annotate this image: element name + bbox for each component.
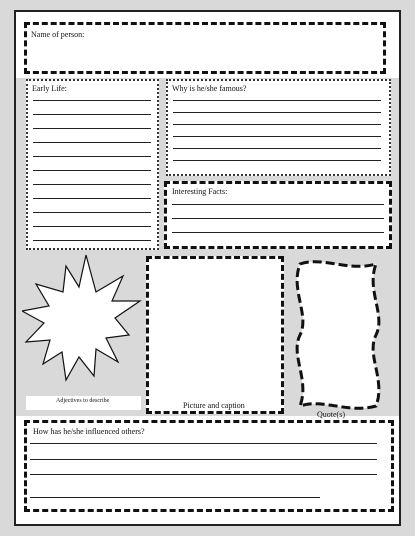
early-life-box[interactable] — [26, 79, 159, 250]
adjectives-box[interactable] — [26, 396, 141, 410]
name-label: Name of person: — [31, 30, 85, 39]
writing-line — [173, 112, 381, 113]
influence-box[interactable] — [24, 420, 394, 512]
writing-line — [173, 100, 381, 101]
writing-line — [33, 212, 151, 213]
facts-label: Interesting Facts: — [172, 187, 228, 196]
early-life-label: Early Life: — [32, 84, 67, 93]
writing-line — [30, 443, 377, 444]
influence-label: How has he/she influenced others? — [33, 427, 145, 436]
writing-line — [173, 124, 381, 125]
writing-line — [173, 136, 381, 137]
writing-line — [33, 198, 151, 199]
writing-line — [33, 156, 151, 157]
quote-banner-shape[interactable] — [288, 260, 388, 410]
name-box[interactable] — [24, 22, 386, 74]
adjectives-label: Adjectives to describe — [56, 398, 110, 404]
writing-line — [33, 114, 151, 115]
facts-box[interactable] — [164, 181, 392, 249]
starburst-shape[interactable] — [22, 254, 142, 394]
writing-line — [172, 218, 384, 219]
writing-line — [33, 170, 151, 171]
writing-line — [33, 240, 151, 241]
writing-line — [33, 142, 151, 143]
famous-label: Why is he/she famous? — [172, 84, 247, 93]
writing-line — [30, 497, 320, 498]
writing-line — [173, 148, 381, 149]
writing-line — [173, 160, 381, 161]
famous-box[interactable] — [166, 79, 391, 176]
writing-line — [172, 232, 384, 233]
writing-line — [33, 184, 151, 185]
writing-line — [33, 128, 151, 129]
picture-label: Picture and caption — [183, 401, 245, 410]
quote-label: Quote(s) — [317, 410, 345, 419]
writing-line — [172, 204, 384, 205]
writing-line — [33, 100, 151, 101]
writing-line — [30, 459, 377, 460]
writing-line — [33, 226, 151, 227]
picture-box[interactable] — [146, 256, 284, 414]
writing-line — [30, 474, 377, 475]
